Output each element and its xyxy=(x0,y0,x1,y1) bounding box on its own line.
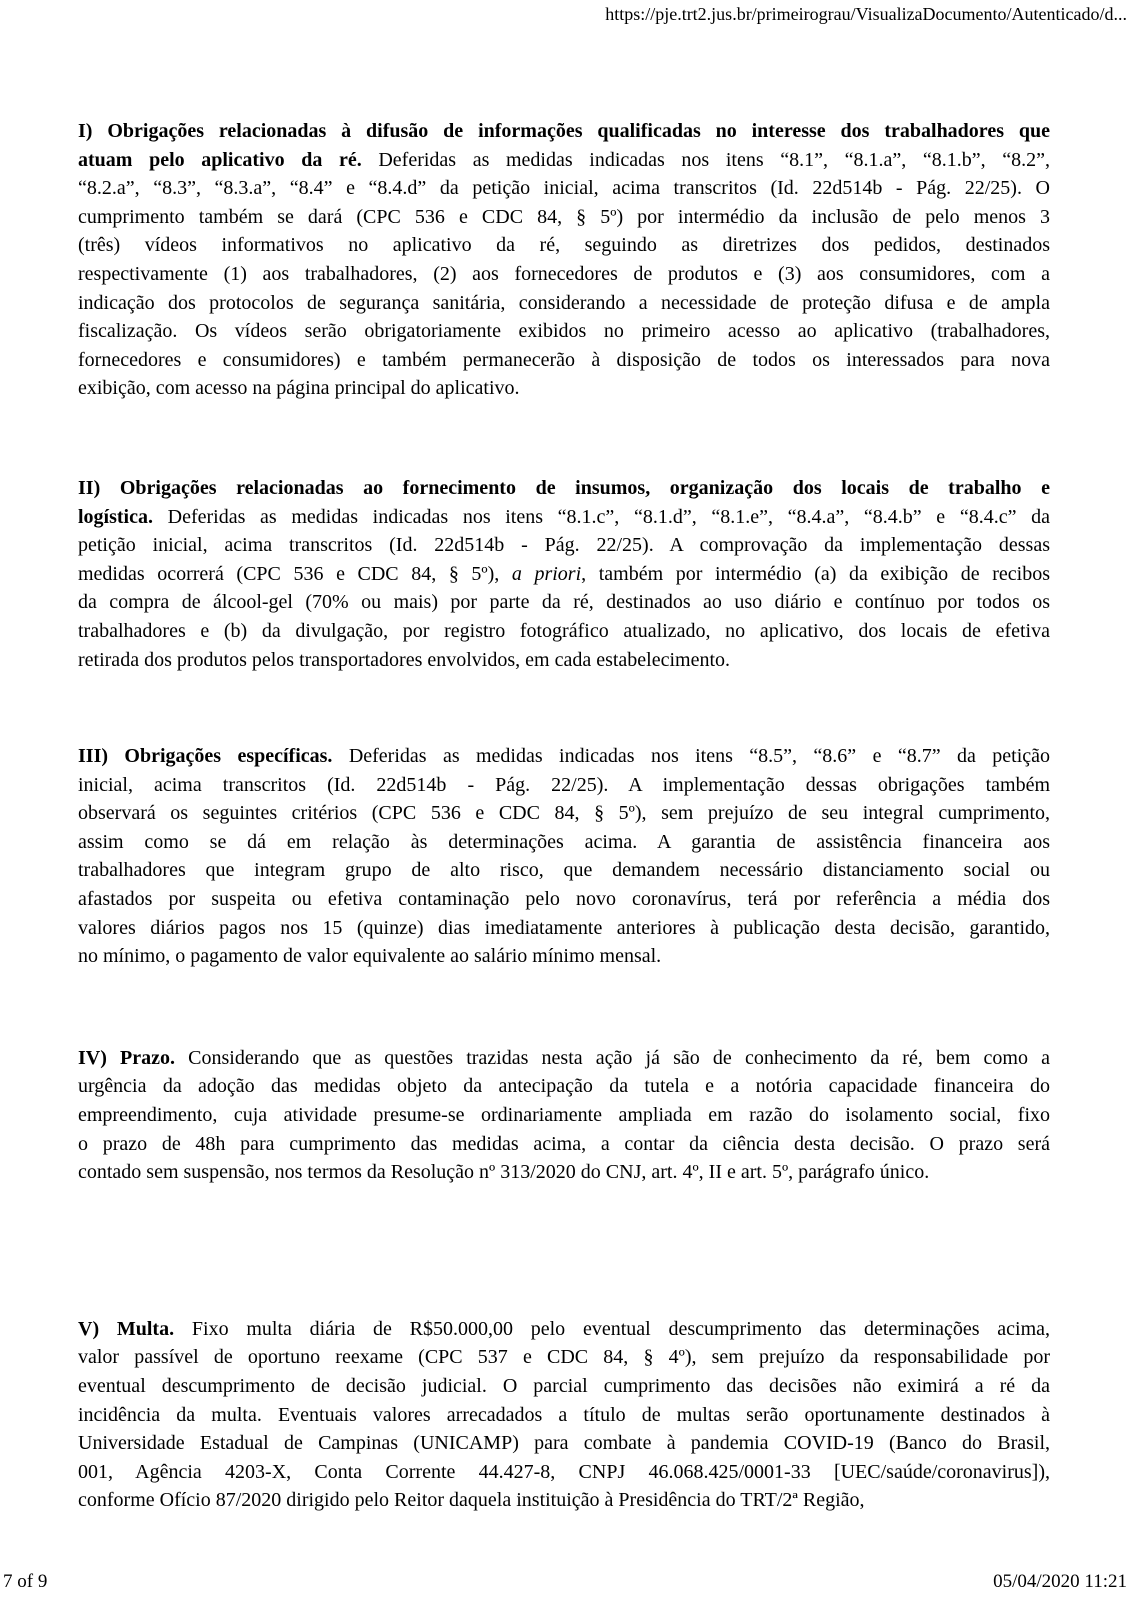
text-line xyxy=(78,146,1050,175)
text-line xyxy=(78,374,1050,403)
text-segment-bold: III) Obrigações específicas. xyxy=(78,745,333,768)
text-segment-regular: afastados por suspeita ou efetiva contaminação pelo novo coronavírus, terá por referência a média dos xyxy=(78,888,1050,911)
text-segment-regular: trabalhadores e (b) da divulgação, por registro fotográfico atualizado, no aplicativo, dos locais de efetiva xyxy=(78,619,1050,642)
text-line xyxy=(78,231,1050,260)
text-segment-regular: empreendimento, cuja atividade presume-se ordinariamente ampliada em razão do isolamento social, fixo xyxy=(78,1104,1050,1127)
text-line xyxy=(78,1401,1050,1430)
text-line xyxy=(78,742,1050,771)
text-segment-regular: Universidade Estadual de Campinas (UNICAMP) para combate à pandemia COVID-19 (Banco do Brasil, xyxy=(78,1432,1050,1455)
text-segment-regular: o prazo de 48h para cumprimento das medidas acima, a contar da ciência desta decisão. O prazo será xyxy=(78,1132,1050,1155)
text-line xyxy=(78,1130,1050,1159)
paragraph-I xyxy=(78,117,1050,403)
text-line xyxy=(78,885,1050,914)
text-segment-regular: da compra de álcool-gel (70% ou mais) por parte da ré, destinados ao uso diário e contínuo por todos os xyxy=(78,591,1050,614)
text-segment-bold: V) Multa. xyxy=(78,1317,175,1340)
text-segment-regular: contado sem suspensão, nos termos da Resolução nº 313/2020 do CNJ, art. 4º, II e art. 5º, parágrafo único. xyxy=(78,1161,930,1184)
text-segment-regular: eventual descumprimento de decisão judicial. O parcial cumprimento das decisões não eximirá a ré da xyxy=(78,1375,1050,1397)
text-segment-regular: respectivamente (1) aos trabalhadores, (2) aos fornecedores de produtos e (3) aos consumidores, com a xyxy=(78,262,1050,285)
text-segment-regular: petição inicial, acima transcritos (Id. 22d514b - Pág. 22/25). A comprovação da implementação dessas xyxy=(78,534,1050,557)
text-line xyxy=(78,1429,1050,1458)
text-line xyxy=(78,588,1050,617)
text-segment-bold: logística. xyxy=(78,505,153,528)
text-line xyxy=(78,617,1050,646)
text-segment-regular: valor passível de oportuno reexame (CPC 537 e CDC 84, § 4º), sem prejuízo da responsabilidade por xyxy=(78,1346,1050,1369)
text-line xyxy=(78,346,1050,375)
text-segment-regular: trabalhadores que integram grupo de alto risco, que demandem necessário distanciamento social ou xyxy=(78,859,1050,882)
text-segment-regular: conforme Ofício 87/2020 dirigido pelo Reitor daquela instituição à Presidência do TRT/2ª Região, xyxy=(78,1489,865,1512)
text-line xyxy=(78,799,1050,828)
text-line xyxy=(78,317,1050,346)
text-line xyxy=(78,1458,1050,1487)
browser-print-header-url: https://pje.trt2.jus.br/primeirograu/VisualizaDocumento/Autenticado/d... xyxy=(605,4,1127,24)
text-segment-regular: observará os seguintes critérios (CPC 536 e CDC 84, § 5º), sem prejuízo de seu integral cumprimento, xyxy=(78,802,1050,825)
text-segment-regular: incidência da multa. Eventuais valores arrecadados a título de multas serão oportunamente destinados à xyxy=(78,1403,1050,1426)
paragraph-II xyxy=(78,474,1050,674)
text-line xyxy=(78,646,1050,675)
text-line xyxy=(78,560,1050,589)
text-line xyxy=(78,289,1050,318)
text-segment-regular: retirada dos produtos pelos transportadores envolvidos, em cada estabelecimento. xyxy=(78,648,731,671)
text-line xyxy=(78,1315,1050,1344)
text-segment-regular: no mínimo, o pagamento de valor equivalente ao salário mínimo mensal. xyxy=(78,945,662,968)
text-segment-regular: “8.2.a”, “8.3”, “8.3.a”, “8.4” e “8.4.d” da petição inicial, acima transcritos (Id. 22d514b - Pág. 22/25). O xyxy=(78,177,1050,200)
text-segment-regular: Deferidas as medidas indicadas nos itens “8.1.c”, “8.1.d”, “8.1.e”, “8.4.a”, “8.4.b” e “8.4.c” da xyxy=(153,505,1050,528)
text-line xyxy=(78,942,1050,971)
text-segment-regular: valores diários pagos nos 15 (quinze) dias imediatamente anteriores à publicação desta decisão, garantido, xyxy=(78,916,1050,939)
text-segment-bold: II) Obrigações relacionadas ao fornecimento de insumos, organização dos locais de trabalho e xyxy=(78,476,1050,499)
text-line xyxy=(78,914,1050,943)
text-segment-regular: (três) vídeos informativos no aplicativo da ré, seguindo as diretrizes dos pedidos, destinados xyxy=(78,234,1050,257)
text-segment-regular: Deferidas as medidas indicadas nos itens “8.5”, “8.6” e “8.7” da petição xyxy=(332,745,1050,768)
text-segment-bold: IV) Prazo. xyxy=(78,1046,175,1069)
text-line xyxy=(78,1372,1050,1401)
text-segment-italic: a priori xyxy=(511,562,582,585)
text-segment-regular: inicial, acima transcritos (Id. 22d514b - Pág. 22/25). A implementação dessas obrigações também xyxy=(78,773,1050,796)
paragraph-IV xyxy=(78,1044,1050,1187)
paragraph-V xyxy=(78,1315,1050,1515)
text-segment-bold: I) Obrigações relacionadas à difusão de informações qualificadas no interesse dos trabalhadores que xyxy=(78,120,1050,142)
paragraph-III xyxy=(78,742,1050,971)
text-line xyxy=(78,771,1050,800)
text-segment-regular: cumprimento também se dará (CPC 536 e CDC 84, § 5º) por intermédio da inclusão de pelo menos 3 xyxy=(78,205,1050,228)
text-segment-regular: Fixo multa diária de R$50.000,00 pelo eventual descumprimento das determinações acima, xyxy=(174,1317,1050,1340)
text-segment-regular: urgência da adoção das medidas objeto da antecipação da tutela e a notória capacidade financeira do xyxy=(78,1075,1050,1098)
text-segment-regular: , também por intermédio (a) da exibição de recibos xyxy=(581,562,1050,585)
text-line xyxy=(78,474,1050,503)
text-segment-regular: 001, Agência 4203-X, Conta Corrente 44.427-8, CNPJ 46.068.425/0001-33 [UEC/saúde/coronavirus]), xyxy=(78,1460,1050,1483)
text-segment-regular: assim como se dá em relação às determinações acima. A garantia de assistência financeira aos xyxy=(78,830,1050,853)
text-segment-regular: Deferidas as medidas indicadas nos itens “8.1”, “8.1.a”, “8.1.b”, “8.2”, xyxy=(361,148,1050,171)
text-line xyxy=(78,503,1050,532)
page-number-indicator: 7 of 9 xyxy=(3,1571,48,1592)
text-line xyxy=(78,203,1050,232)
text-line xyxy=(78,1343,1050,1372)
document-body xyxy=(78,117,1050,1515)
text-segment-regular: exibição, com acesso na página principal do aplicativo. xyxy=(78,377,520,400)
text-line xyxy=(78,174,1050,203)
text-line xyxy=(78,1486,1050,1515)
text-line xyxy=(78,1072,1050,1101)
print-timestamp: 05/04/2020 11:21 xyxy=(993,1571,1127,1592)
text-line xyxy=(78,856,1050,885)
text-segment-regular: medidas ocorrerá (CPC 536 e CDC 84, § 5º), xyxy=(78,562,512,585)
text-segment-regular: Considerando que as questões trazidas nesta ação já são de conhecimento da ré, bem como a xyxy=(175,1046,1050,1069)
text-line xyxy=(78,117,1050,146)
text-line xyxy=(78,1101,1050,1130)
text-line xyxy=(78,828,1050,857)
text-segment-regular: fornecedores e consumidores) e também permanecerão à disposição de todos os interessados para nova xyxy=(78,348,1050,371)
text-line xyxy=(78,1044,1050,1073)
text-segment-regular: indicação dos protocolos de segurança sanitária, considerando a necessidade de proteção difusa e de ampla xyxy=(78,291,1050,314)
text-line xyxy=(78,260,1050,289)
text-segment-bold: atuam pelo aplicativo da ré. xyxy=(78,148,362,171)
text-segment-regular: fiscalização. Os vídeos serão obrigatoriamente exibidos no primeiro acesso ao aplicativo (trabalhadores, xyxy=(78,320,1050,343)
text-line xyxy=(78,531,1050,560)
text-line xyxy=(78,1158,1050,1187)
